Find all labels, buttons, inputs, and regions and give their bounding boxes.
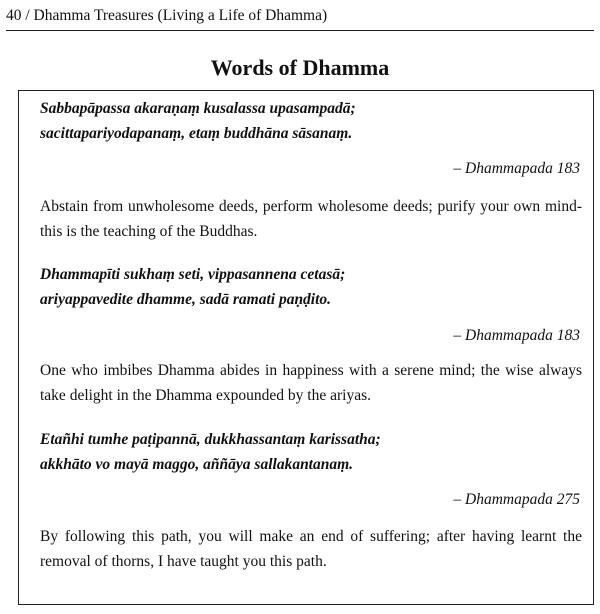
- pali-line: Sabbapāpassa akaraṇaṃ kusalassa upasampadā;: [40, 100, 356, 117]
- pali-line: sacittapariyodapanaṃ, etaṃ buddhāna sāsanaṃ.: [40, 125, 353, 142]
- pali-verse-3: [40, 427, 580, 477]
- pali-line: Etañhi tumhe paṭipannā, dukkhassantaṃ karissatha;: [40, 431, 381, 448]
- pali-line: akkhāto vo mayā maggo, aññāya sallakantanaṃ.: [40, 456, 354, 473]
- verse-source-3: – Dhammapada 275: [453, 491, 580, 508]
- pali-line: Dhammapīti sukhaṃ seti, vippasannena cetasā;: [40, 266, 346, 283]
- verse-source-1: – Dhammapada 183: [453, 160, 580, 177]
- running-header: 40 / Dhamma Treasures (Living a Life of Dhamma): [6, 7, 328, 24]
- pali-verse-2: [40, 262, 580, 312]
- pali-verse-1: [40, 96, 580, 146]
- translation-2: One who imbibes Dhamma abides in happiness with a serene mind; the wise always take delight in the Dhamma expounded by the ariyas.: [40, 362, 582, 404]
- translation-3: By following this path, you will make an end of suffering; after having learnt the removal of thorns, I have taught you this path.: [40, 528, 582, 570]
- page-title: Words of Dhamma: [210, 55, 390, 80]
- header-divider: [6, 30, 594, 31]
- verse-source-2: – Dhammapada 183: [453, 327, 580, 344]
- translation-1: Abstain from unwholesome deeds, perform wholesome deeds; purify your own mind- this is the teaching of the Buddhas.: [40, 198, 582, 240]
- pali-line: ariyappavedite dhamme, sadā ramati paṇḍito.: [40, 291, 332, 308]
